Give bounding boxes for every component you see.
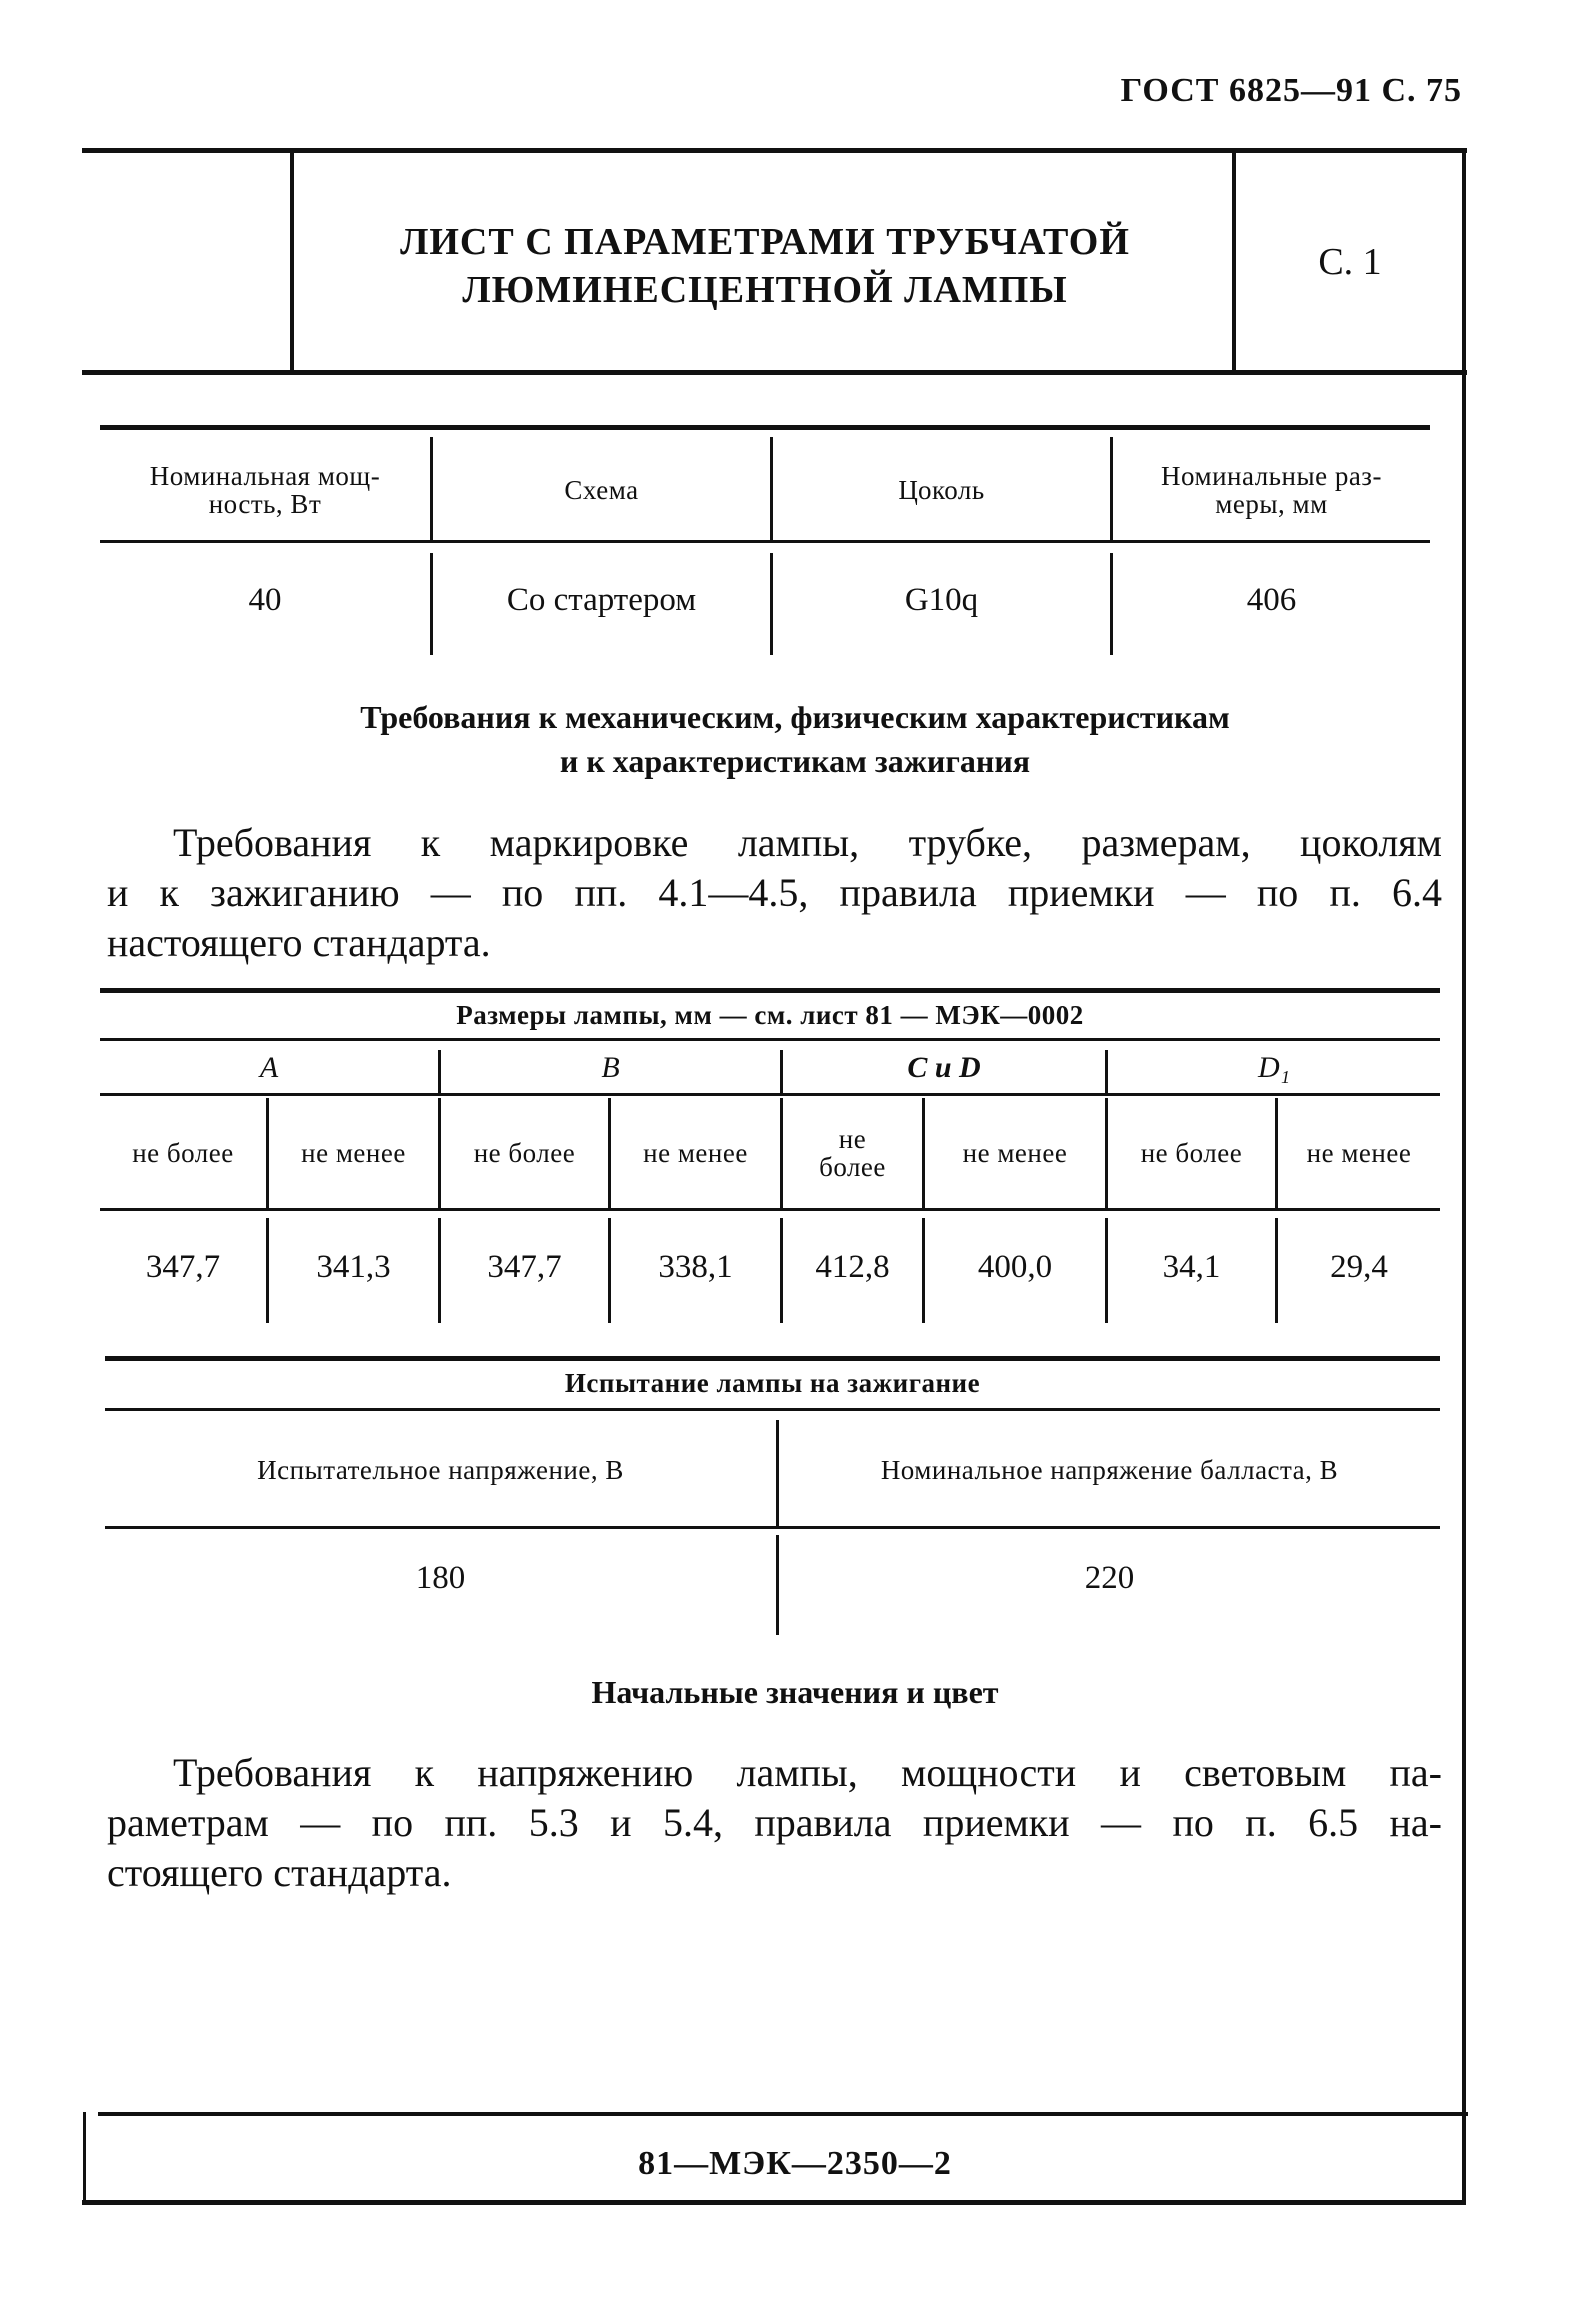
footer-bottom-rule <box>82 2200 1466 2205</box>
dims-group-b: B <box>601 1050 620 1084</box>
mech-para-line1: Требования к маркировке лампы, трубке, размерам, цоколям <box>173 820 1442 865</box>
params-value-dimensions: 406 <box>1246 581 1297 618</box>
dims-subheader-b-min: не менее <box>643 1137 748 1168</box>
ignition-table-title-rule <box>105 1408 1440 1411</box>
dims-table-group-rule <box>100 1093 1440 1096</box>
dims-value-b-min: 338,1 <box>658 1249 733 1285</box>
dims-subheader-d1-max: не более <box>1140 1137 1243 1168</box>
params-value-circuit: Со стартером <box>506 581 697 618</box>
sheet-title <box>300 218 1230 314</box>
dims-table-top-rule <box>100 988 1440 993</box>
dims-group-d1: D₁ <box>1257 1050 1291 1084</box>
ignition-header-test-voltage: Испытательное напряжение, В <box>257 1455 624 1485</box>
dims-value-a-max: 347,7 <box>145 1249 221 1285</box>
dims-group-c-and-d: C и D <box>907 1050 981 1084</box>
ignition-value-test-voltage: 180 <box>415 1559 466 1596</box>
page-frame-right-border <box>1462 150 1466 2205</box>
initial-section-heading: Начальные значения и цвет <box>591 1674 999 1710</box>
sheet-number: С. 1 <box>1318 241 1382 283</box>
params-header-cap: Цоколь <box>898 475 985 505</box>
dims-value-cd-min: 400,0 <box>977 1249 1053 1285</box>
mech-section-paragraph <box>107 818 1442 968</box>
dims-table-title: Размеры лампы, мм — см. лист 81 — МЭК—0002 <box>456 1000 1084 1030</box>
params-value-cap: G10q <box>904 581 979 618</box>
params-table-top-rule <box>100 425 1430 430</box>
initial-para-line2: раметрам — по пп. 5.3 и 5.4, правила приемки — по п. 6.5 на- <box>107 1800 1442 1845</box>
sheet-title-line1: ЛИСТ С ПАРАМЕТРАМИ ТРУБЧАТОЙ <box>400 221 1130 263</box>
mech-section-heading <box>90 695 1500 783</box>
dims-value-d1-min: 29,4 <box>1330 1249 1388 1285</box>
ignition-value-ballast-voltage: 220 <box>1084 1559 1135 1596</box>
dims-table-title-rule <box>100 1038 1440 1041</box>
ignition-table-title: Испытание лампы на зажигание <box>564 1368 981 1398</box>
params-header-dimensions: Номинальные раз- меры, мм <box>1161 461 1382 519</box>
ignition-table-header-rule <box>105 1526 1440 1529</box>
params-value-power: 40 <box>248 581 282 618</box>
dims-value-a-min: 341,3 <box>316 1249 391 1285</box>
dims-group-a: A <box>259 1050 279 1084</box>
title-frame-right-divider <box>1232 150 1236 372</box>
dims-subheader-b-max: не более <box>473 1137 576 1168</box>
params-header-circuit: Схема <box>564 475 639 505</box>
dims-subheader-cd-max: не более <box>819 1123 886 1182</box>
mech-heading-line1: Требования к механическим, физическим характеристикам <box>360 699 1230 735</box>
mech-para-line2: и к зажиганию — по пп. 4.1—4.5, правила приемки — по п. 6.4 <box>107 870 1442 915</box>
params-table-header-rule <box>100 540 1430 543</box>
title-frame-left-divider <box>290 150 294 372</box>
dims-table-subheader-rule <box>100 1208 1440 1211</box>
dims-value-d1-max: 34,1 <box>1162 1249 1221 1285</box>
dims-subheader-a-min: не менее <box>301 1137 406 1168</box>
mech-para-line3: настоящего стандарта. <box>107 920 491 965</box>
footer-code: 81—МЭК—2350—2 <box>638 2145 952 2182</box>
dims-subheader-a-max: не более <box>132 1137 234 1168</box>
mech-heading-line2: и к характеристикам зажигания <box>559 743 1031 779</box>
dims-subheader-cd-min: не менее <box>962 1137 1068 1168</box>
sheet-title-line2: ЛЮМИНЕСЦЕНТНОЙ ЛАМПЫ <box>462 269 1068 311</box>
page-header: ГОСТ 6825—91 С. 75 <box>1120 72 1462 109</box>
dims-subheader-d1-min: не менее <box>1306 1137 1412 1168</box>
dims-value-b-max: 347,7 <box>487 1249 562 1285</box>
footer-top-rule <box>98 2112 1468 2116</box>
ignition-header-ballast-voltage: Номинальное напряжение балласта, В <box>880 1455 1339 1485</box>
initial-para-line1: Требования к напряжению лампы, мощности и световым па- <box>173 1750 1442 1795</box>
dims-value-cd-max: 412,8 <box>815 1249 890 1285</box>
params-header-power: Номинальная мощ- ность, Вт <box>149 461 381 519</box>
initial-para-line3: стоящего стандарта. <box>107 1850 452 1895</box>
initial-section-paragraph <box>107 1748 1442 1898</box>
ignition-table-top-rule <box>105 1356 1440 1361</box>
